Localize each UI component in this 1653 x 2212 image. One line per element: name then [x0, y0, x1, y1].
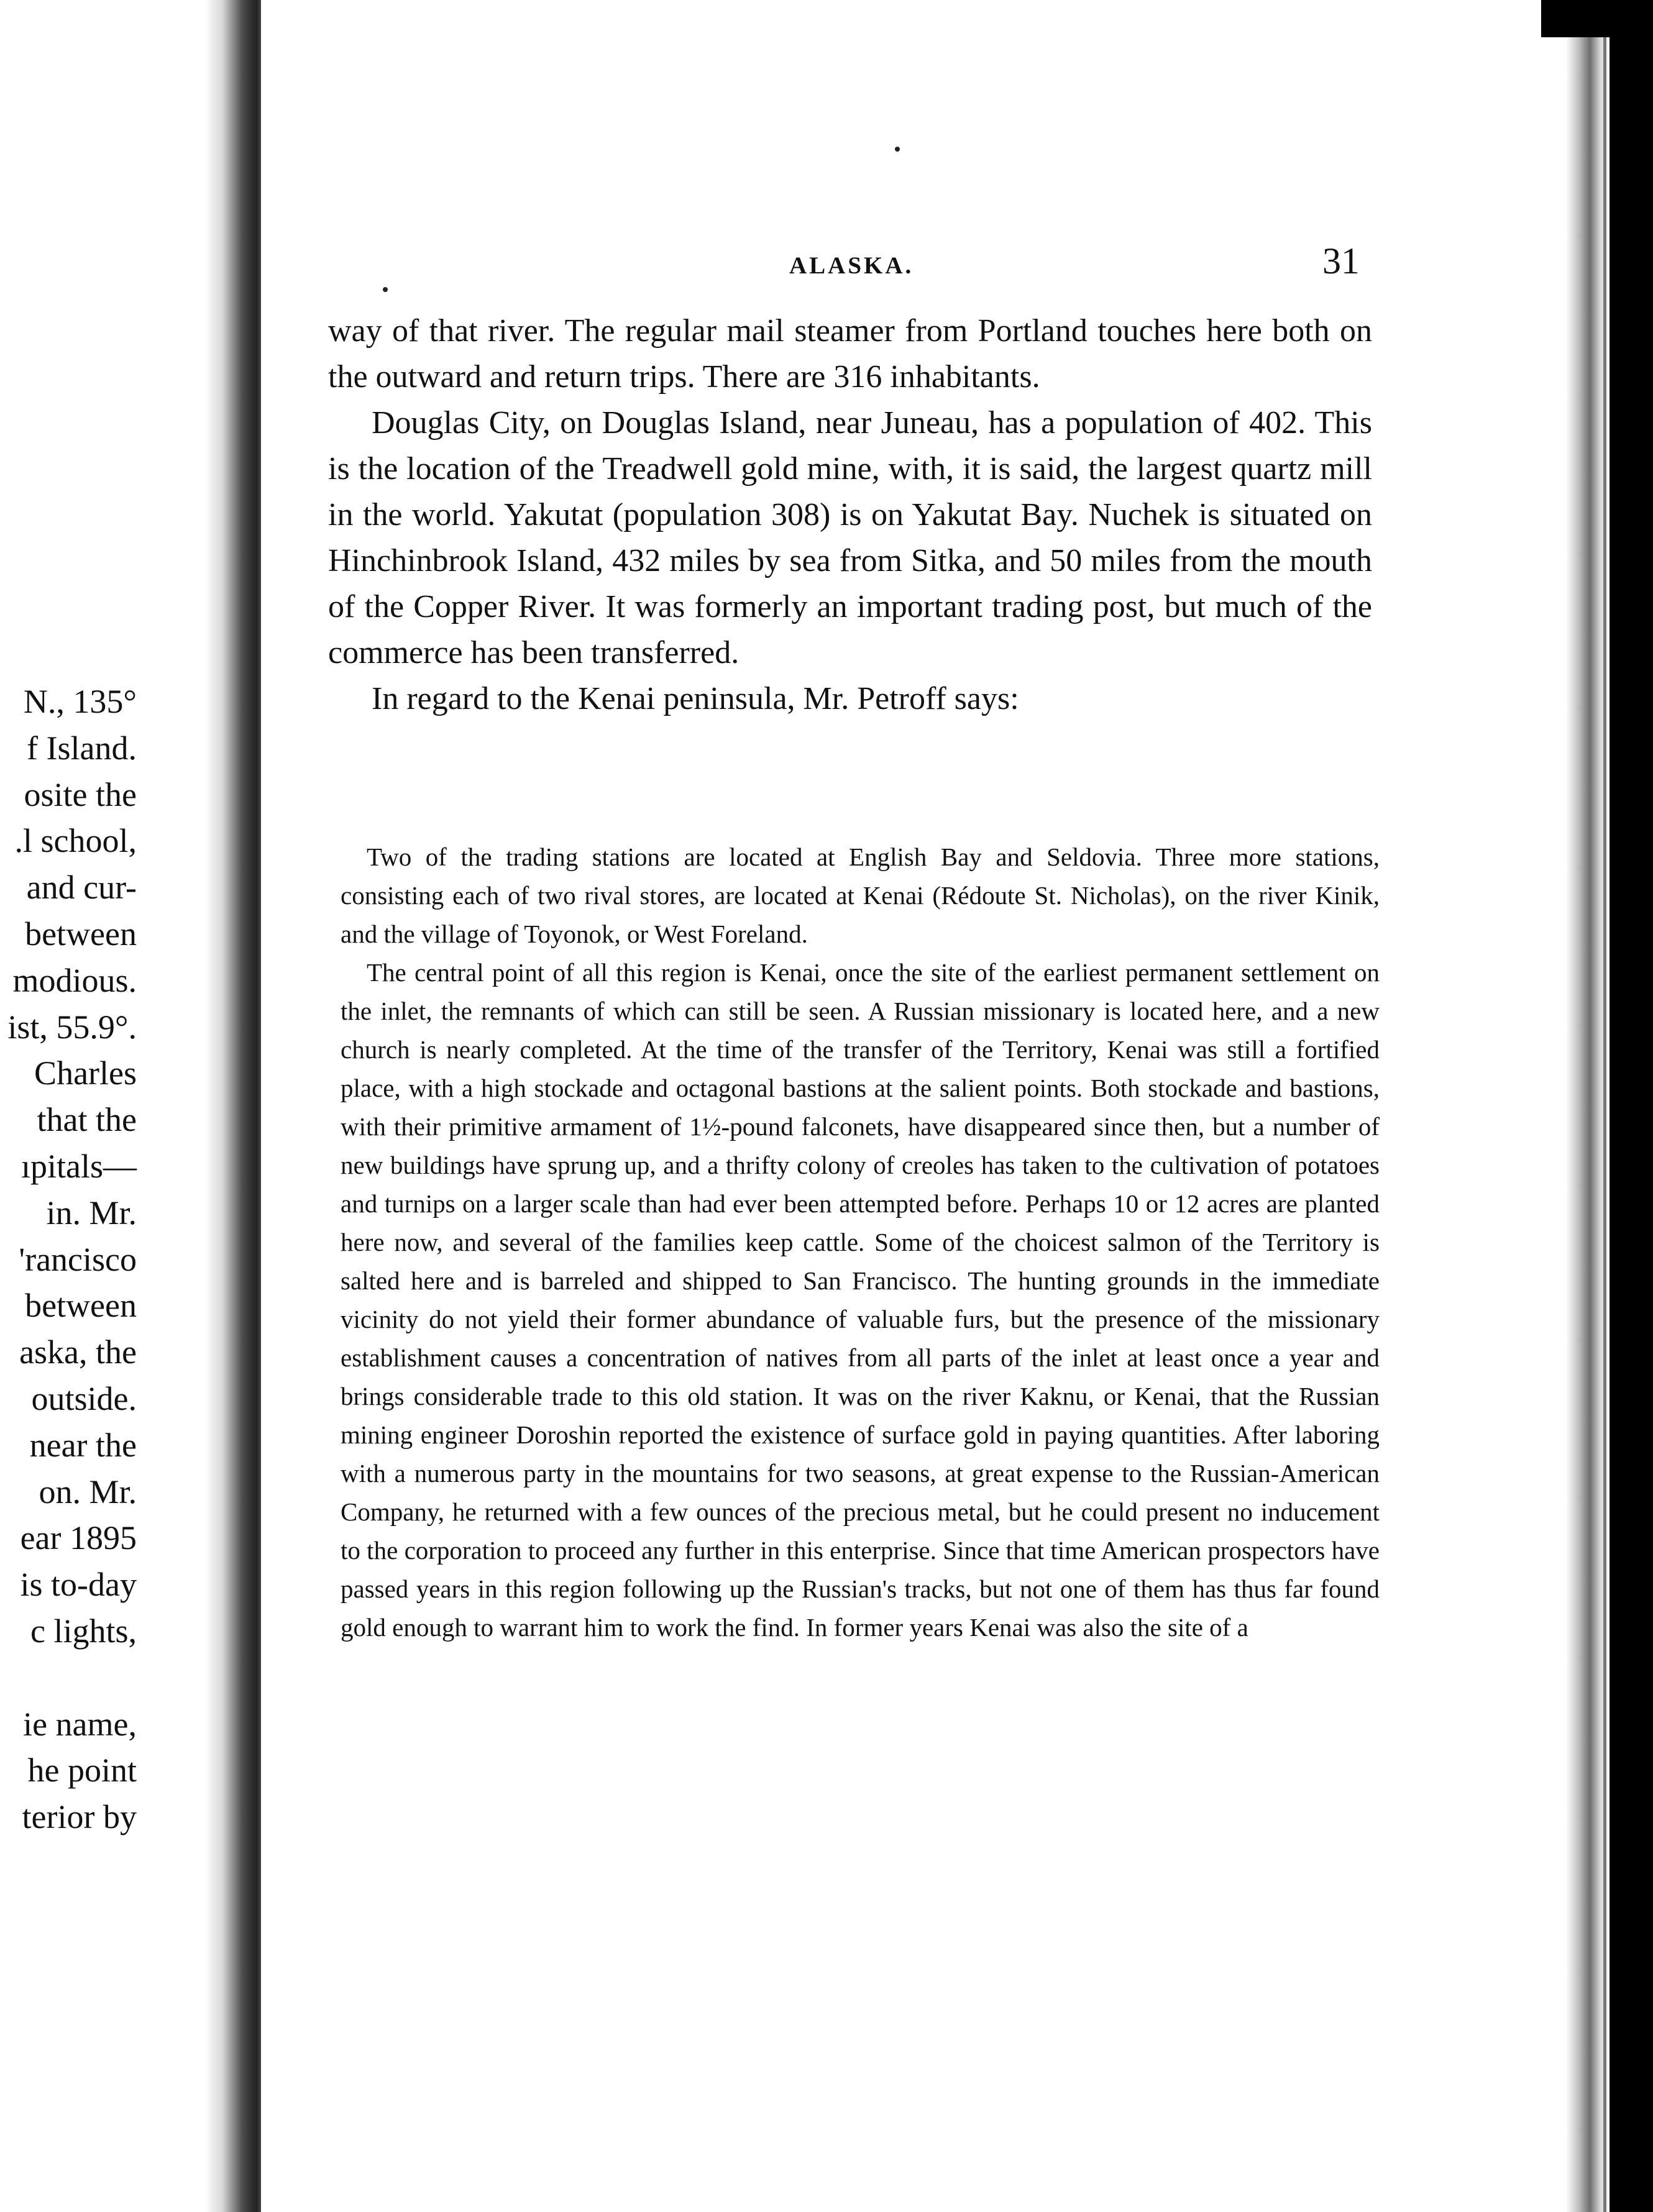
- facing-line: he point: [27, 1752, 137, 1789]
- quote-paragraph: Two of the trading stations are located at English Bay and Seldovia. Three more stations, consisting each of two rival stores, are located at Kenai (Rédoute St. Nicholas), on the river Kinik, and the village of Toyonok, or West Foreland.: [341, 843, 1380, 948]
- facing-line: outside.: [31, 1379, 137, 1417]
- facing-line: ist, 55.9°.: [7, 1008, 137, 1046]
- running-head: ALASKA.: [789, 252, 914, 279]
- facing-line: f Island.: [27, 729, 137, 767]
- facing-page-text-fragments: [0, 679, 236, 1840]
- facing-line: ie name,: [23, 1705, 137, 1743]
- scan-border-right: [1610, 0, 1653, 2212]
- facing-line: terior by: [22, 1798, 137, 1836]
- facing-line: modious.: [12, 961, 137, 999]
- facing-line: aska, the: [19, 1333, 137, 1371]
- facing-line: osite the: [24, 775, 137, 813]
- paragraph: way of that river. The regular mail steamer from Portland touches here both on the outward and return trips. There are 316 inhabitants.: [328, 313, 1372, 395]
- paragraph: In regard to the Kenai peninsula, Mr. Petroff says:: [372, 681, 1019, 716]
- scan-speck: [383, 287, 388, 292]
- facing-line: near the: [29, 1426, 137, 1464]
- facing-line: ear 1895: [20, 1519, 137, 1557]
- facing-line: [0, 1655, 236, 1701]
- quote-paragraph: The central point of all this region is Kenai, once the site of the earliest permanent settlement on the inlet, the remnants of which can still be seen. A Russian missionary is located here, and a new church is nearly completed. At the time of the transfer of the Territory, Kenai was still a fortified place, with a high stockade and octagonal bastions at the salient points. Both stockade and bastions, with their primitive armament of 1½-pound falconets, have disappeared since then, but a number of new buildings have sprung up, and a thrifty colony of creoles has taken to the cultivation of potatoes and turnips on a larger scale than had ever been attempted before. Perhaps 10 or 12 acres are planted here now, and several of the families keep cattle. Some of the choicest salmon of the Territory is salted here and is barreled and shipped to San Francisco. The hunting grounds in the immediate vicinity do not yield their former abundance of valuable furs, but the presence of the missionary establishment causes a concentration of natives from all parts of the inlet at least once a year and brings considerable trade to this old station. It was on the river Kaknu, or Kenai, that the Russian mining engineer Doroshin reported the existence of surface gold in paying quantities. After laboring with a numerous party in the mountains for two seasons, at great expense to the Russian-American Company, he returned with a few ounces of the precious metal, but he could present no inducement to the corporation to proceed any further in this enterprise. Since that time American prospectors have passed years in this region following up the Russian's tracks, but not one of them has thus far found gold enough to warrant him to work the find. In former years Kenai was also the site of a: [341, 958, 1380, 1642]
- block-quote: [341, 838, 1380, 1647]
- scan-speck: [895, 147, 900, 152]
- facing-line: c lights,: [30, 1612, 137, 1650]
- facing-line: ıpitals—: [21, 1147, 137, 1185]
- page-edge-line: [1603, 0, 1606, 2212]
- facing-line: that the: [37, 1101, 137, 1139]
- paragraph: Douglas City, on Douglas Island, near Juneau, has a population of 402. This is the location of the Treadwell gold mine, with, it is said, the largest quartz mill in the world. Yakutat (population 308) is on Yakutat Bay. Nuchek is situated on Hinchinbrook Island, 432 miles by sea from Sitka, and 50 miles from the mouth of the Copper River. It was formerly an important trading post, but much of the commerce has been transferred.: [328, 405, 1372, 670]
- body-text: [328, 308, 1372, 722]
- facing-line: is to-day: [20, 1566, 137, 1604]
- facing-line: N., 135°: [23, 683, 137, 720]
- facing-line: on. Mr.: [39, 1473, 137, 1510]
- facing-line: .l school,: [14, 822, 137, 860]
- facing-line: in. Mr.: [46, 1194, 137, 1232]
- facing-line: 'rancisco: [19, 1240, 137, 1278]
- facing-line: Charles: [34, 1054, 137, 1092]
- facing-page-left: [0, 0, 236, 2212]
- facing-line: between: [25, 915, 137, 953]
- page-number: 31: [1322, 240, 1360, 281]
- facing-line: between: [25, 1287, 137, 1325]
- scan-border-top-right: [1541, 0, 1653, 37]
- facing-line: and cur-: [26, 869, 137, 907]
